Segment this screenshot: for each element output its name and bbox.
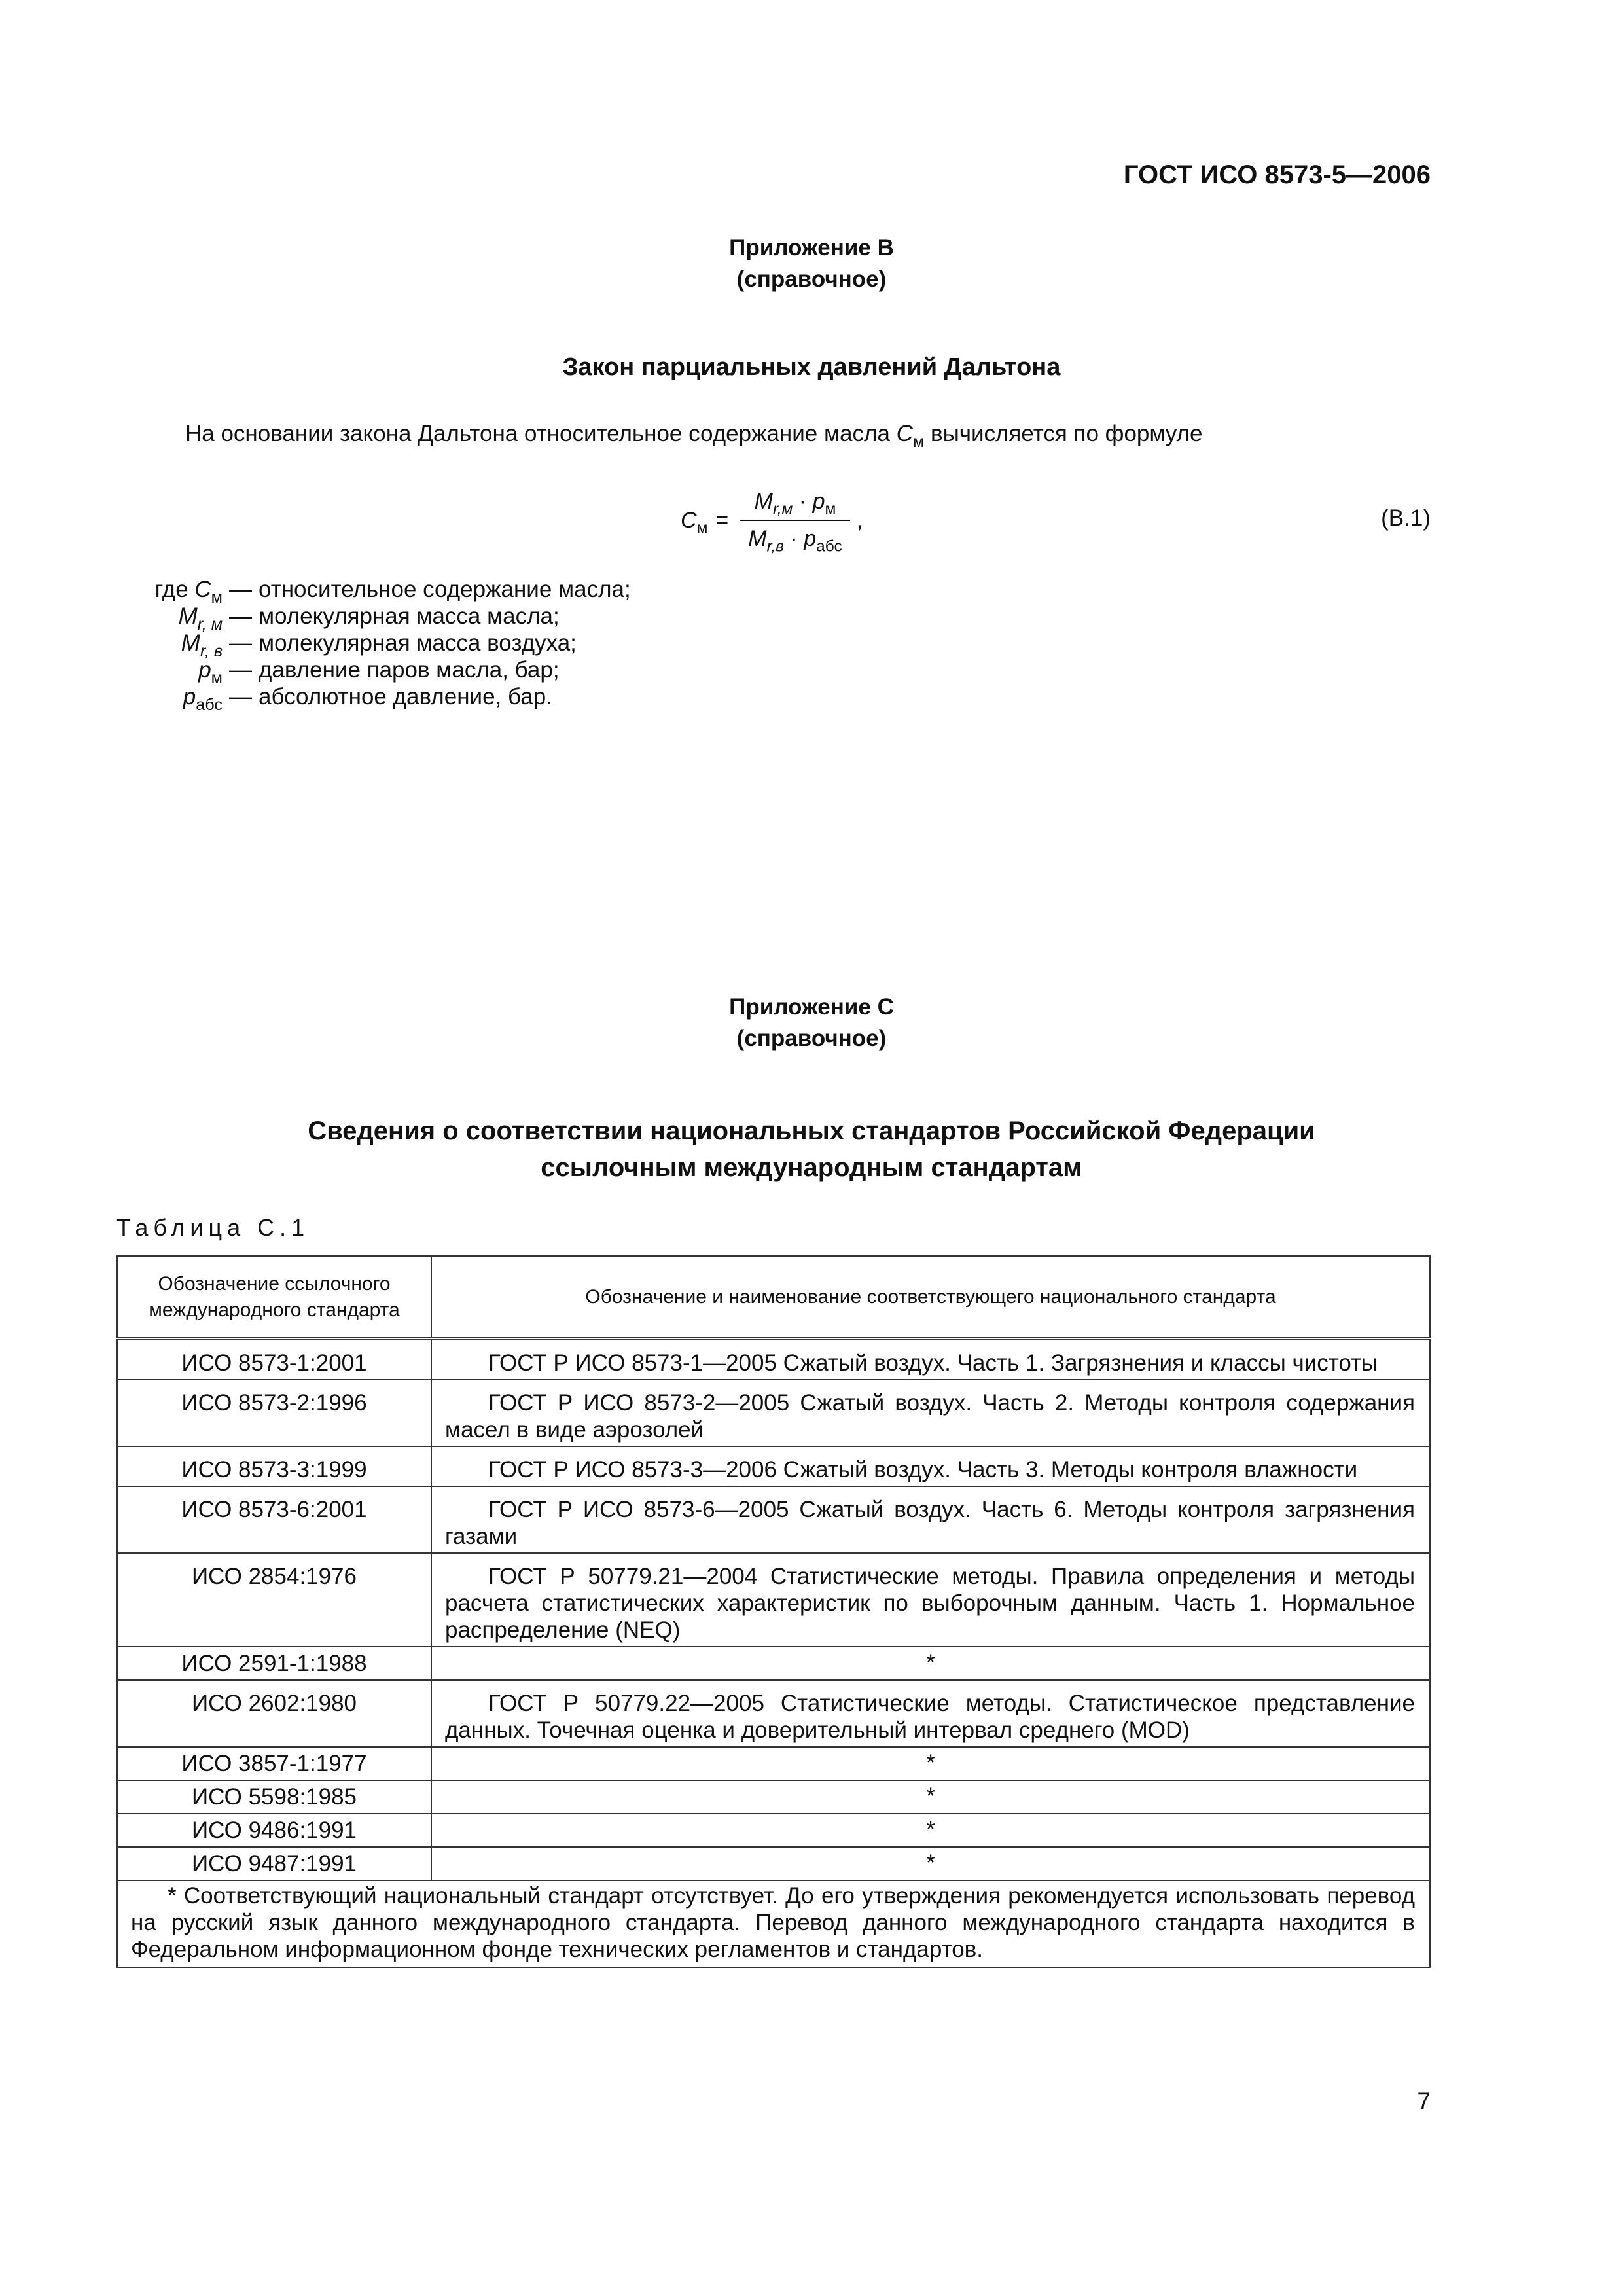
- cell-intl: ИСО 9486:1991: [117, 1814, 431, 1847]
- table-header-intl: Обозначение ссылочного международного стандарта: [117, 1256, 431, 1339]
- cell-national: ГОСТ Р ИСО 8573-1—2005 Сжатый воздух. Часть 1. Загрязнения и классы чистоты: [431, 1339, 1430, 1380]
- equation-number: (B.1): [1381, 505, 1431, 531]
- legend-row: [116, 630, 631, 660]
- cell-national: ГОСТ Р ИСО 8573-3—2006 Сжатый воздух. Часть 3. Методы контроля влажности: [431, 1446, 1430, 1486]
- cell-intl: ИСО 8573-2:1996: [117, 1380, 431, 1446]
- annex-b-status: (справочное): [736, 266, 887, 292]
- document-code: ГОСТ ИСО 8573-5—2006: [1123, 160, 1431, 189]
- formula-comma: ,: [856, 507, 863, 533]
- legend-text: молекулярная масса масла;: [259, 603, 560, 629]
- cell-intl: ИСО 8573-3:1999: [117, 1446, 431, 1486]
- legend-text: относительное содержание масла;: [259, 577, 631, 602]
- annex-c-label: Приложение C: [729, 994, 894, 1020]
- cell-national: *: [431, 1647, 1430, 1680]
- cell-national: ГОСТ Р ИСО 8573-6—2005 Сжатый воздух. Часть 6. Методы контроля загрязнения газами: [431, 1486, 1430, 1553]
- cell-intl: ИСО 8573-1:2001: [117, 1339, 431, 1380]
- table-row: [117, 1486, 1430, 1553]
- annex-b-title: Закон парциальных давлений Дальтона: [562, 353, 1061, 381]
- annex-c-status: (справочное): [736, 1026, 887, 1051]
- legend-text: абсолютное давление, бар.: [259, 684, 552, 709]
- table-header-row: [117, 1256, 1430, 1339]
- formula-numerator: $M_{r,м} \cdot p_м$: [754, 489, 836, 518]
- legend-dash: —: [229, 684, 252, 709]
- legend-symbol: $M_{r, в}$: [181, 630, 223, 660]
- intro-symbol-sub: м: [912, 432, 925, 451]
- cell-intl: ИСО 2854:1976: [117, 1553, 431, 1647]
- cell-national: ГОСТ Р ИСО 8573-2—2005 Сжатый воздух. Часть 2. Методы контроля содержания масел в виде аэрозолей: [431, 1380, 1430, 1446]
- table-row: [117, 1446, 1430, 1486]
- formula-denominator: $M_{r,в} \cdot p_{абс}$: [740, 520, 849, 552]
- legend-text: молекулярная масса воздуха;: [259, 630, 577, 656]
- cell-intl: ИСО 8573-6:2001: [117, 1486, 431, 1553]
- legend-symbol: $p_м$: [198, 657, 223, 687]
- legend-row: [116, 576, 631, 607]
- annex-c-title-line2: ссылочным международным стандартам: [541, 1153, 1082, 1182]
- legend-symbol: где $C_м$: [154, 577, 223, 607]
- intro-text-before: На основании закона Дальтона относительное содержание масла: [185, 421, 897, 446]
- intro-symbol: C: [896, 421, 913, 446]
- table-row: [117, 1814, 1430, 1847]
- legend-row: [116, 656, 631, 687]
- table-row: [117, 1647, 1430, 1680]
- legend-row: [116, 603, 631, 634]
- table-header-national: Обозначение и наименование соответствующего национального стандарта: [431, 1256, 1430, 1339]
- formula-legend: [116, 576, 631, 714]
- cell-national: ГОСТ Р 50779.21—2004 Статистические методы. Правила определения и методы расчета статистических характеристик по выборочным данным. Часть 1. Нормальное распределение (NEQ): [431, 1553, 1430, 1647]
- cell-national: *: [431, 1780, 1430, 1814]
- table-row: [117, 1847, 1430, 1880]
- cell-intl: ИСО 9487:1991: [117, 1847, 431, 1880]
- page-number: 7: [1417, 2088, 1431, 2115]
- intro-text-after: вычисляется по формуле: [924, 421, 1203, 446]
- table-caption: Таблица C.1: [116, 1214, 310, 1241]
- legend-text: давление паров масла, бар;: [259, 657, 560, 683]
- cell-national: *: [431, 1847, 1430, 1880]
- table-row: [117, 1553, 1430, 1647]
- legend-dash: —: [229, 603, 252, 629]
- table-row: [117, 1339, 1430, 1380]
- formula-b1: [681, 481, 863, 560]
- cell-national: *: [431, 1747, 1430, 1780]
- standards-table: [116, 1255, 1431, 1968]
- legend-symbol: $M_{r, м}$: [178, 603, 223, 634]
- formula-lhs: $C_м$: [681, 507, 708, 537]
- legend-dash: —: [229, 577, 252, 602]
- annex-b-label: Приложение B: [729, 235, 894, 260]
- cell-national: *: [431, 1814, 1430, 1847]
- cell-intl: ИСО 3857-1:1977: [117, 1747, 431, 1780]
- table-row: [117, 1747, 1430, 1780]
- table-footnote-row: [117, 1880, 1430, 1967]
- annex-b-intro: [185, 421, 1203, 451]
- annex-c-title-line1: Сведения о соответствии национальных стандартов Российской Федерации: [308, 1117, 1315, 1145]
- legend-dash: —: [229, 657, 252, 683]
- table-row: [117, 1780, 1430, 1814]
- annex-c-title: [0, 1113, 1623, 1186]
- table-row: [117, 1380, 1430, 1446]
- legend-dash: —: [229, 630, 252, 656]
- formula-fraction: [740, 489, 849, 556]
- cell-intl: ИСО 5598:1985: [117, 1780, 431, 1814]
- cell-national: ГОСТ Р 50779.22—2005 Статистические методы. Статистическое представление данных. Точечная оценка и доверительный интервал среднего (MOD): [431, 1680, 1430, 1747]
- cell-intl: ИСО 2591-1:1988: [117, 1647, 431, 1680]
- legend-symbol: $p_{абс}$: [183, 684, 223, 714]
- cell-intl: ИСО 2602:1980: [117, 1680, 431, 1747]
- formula-equals: =: [715, 507, 729, 533]
- table-footnote: * Соответствующий национальный стандарт отсутствует. До его утверждения рекомендуется использовать перевод на русский язык данного международного стандарта. Перевод данного международного стандарта находится в Федеральном информационном фонде технических регламентов и стандартов.: [117, 1880, 1430, 1967]
- legend-row: [116, 683, 631, 714]
- table-row: [117, 1680, 1430, 1747]
